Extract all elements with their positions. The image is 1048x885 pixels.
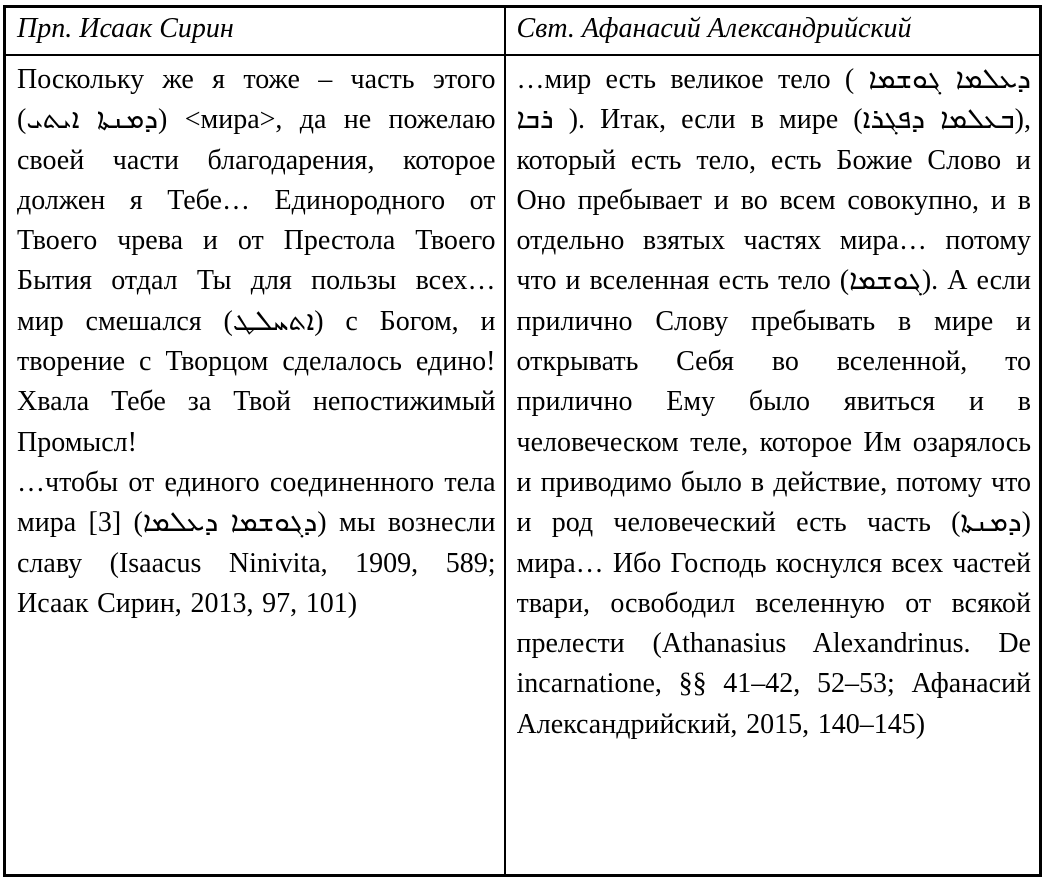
isaac-sirin-quote (17, 60, 496, 874)
isaac-quote-paragraph-2: …чтобы от единого соединенного тела мира [3] (ܕܓܘܫܡܐ ܕܥܠܡܐ) мы вознесли славу (Isaacus Ninivita, 1909, 589; Исаак Сирин, 2013, 97, 101) (17, 466, 496, 619)
column-header-athanasius (505, 7, 1041, 56)
athanasius-quote-paragraph: …мир есть великое тело ( ܕܥܠܡܐ ܓܘܫܡܐ ܪܒܐ ). Итак, если в мире (ܒܥܠܡܐ ܕܦܓܪܐ), который есть тело, есть Божие Слово и Оно пребывает и во всем совокупно, и в отдельно взятых частях мира… потому что и вселенная есть тело (ܓܘܫܡܐ). А если прилично Слову пребывать в мире и открывать Себя во вселенной, то прилично Ему было явиться и в человеческом теле, которое Им озарялось и приводимо было в действие, потому что и род человеческий есть часть (ܕܡܢܬܐ) мира… Ибо Господь коснулся всех частей твари, освободил вселенную от всякой прелести (Athanasius Alexandrinus. De incarnatione, §§ 41–42, 52–53; Афанасий Александрийский, 2015, 140–145) (516, 64, 1031, 740)
table-body-row (5, 55, 1041, 876)
column-header-isaac-sirin (5, 7, 505, 56)
athanasius-quote (517, 60, 1032, 874)
comparison-table (3, 5, 1042, 877)
isaac-quote-paragraph-1: Поскольку же я тоже – часть этого (ܕܡܢܬܐ ܐܝܬܝ) <мира>, да не пожелаю своей части благодарения, которое должен я Тебе… Единородного от Твоего чрева и от Престола Твоего Бытия отдал Ты для пользы всех… мир смешался (ܐܬܚܠܛ) с Богом, и творение с Творцом сделалось едино! Хвала Тебе за Твой непостижимый Промысл! (17, 64, 496, 458)
table-header-row (5, 7, 1041, 56)
cell-athanasius-quote (505, 55, 1041, 876)
column-header-isaac-sirin-label: Прп. Исаак Сирин (17, 13, 234, 44)
cell-isaac-sirin-quote (5, 55, 505, 876)
column-header-athanasius-label: Свт. Афанасий Александрийский (516, 13, 912, 44)
